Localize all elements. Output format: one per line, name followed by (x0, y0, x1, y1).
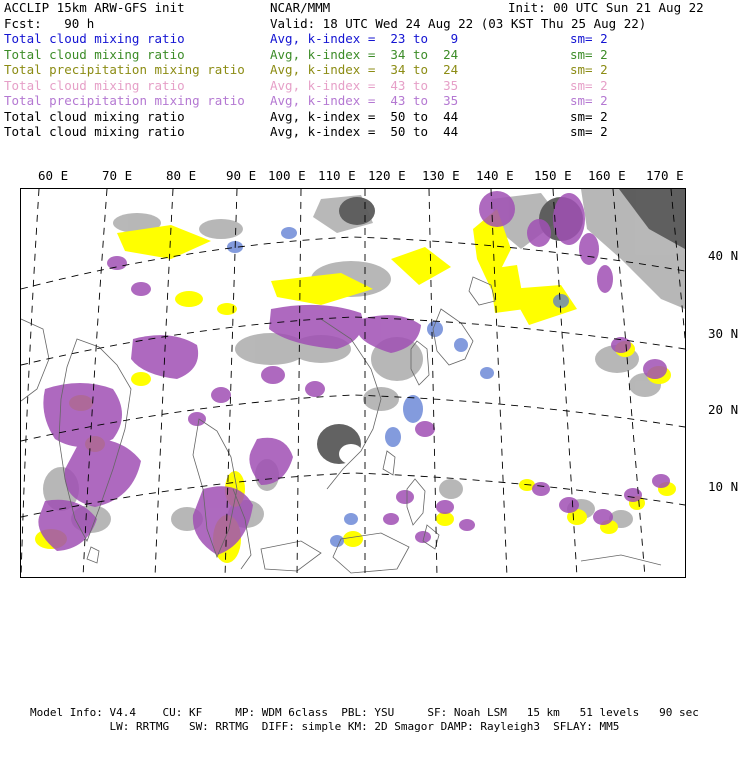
latitude-axis-labels (686, 186, 740, 578)
lon-tick-10: 160 E (588, 168, 626, 183)
lat-tick-2: 20 N (708, 402, 739, 417)
lon-tick-9: 150 E (534, 168, 572, 183)
header-line-2-smoothing: sm= 2 (570, 31, 608, 46)
header-line-0-center: NCAR/MMM (270, 0, 331, 15)
header-line-2-field: Total cloud mixing ratio (4, 31, 185, 46)
model-info-footer (0, 706, 740, 762)
model-info-line-2: LW: RRTMG SW: RRTMG DIFF: simple KM: 2D Smagor DAMP: Rayleigh3 SFLAY: MM5 (30, 720, 620, 733)
lon-tick-8: 140 E (476, 168, 514, 183)
header-line-4-levels: Avg, k-index = 34 to 24 (270, 62, 459, 77)
header-line (0, 31, 740, 47)
header-line-0-init: Init: 00 UTC Sun 21 Aug 22 (508, 0, 704, 15)
header-line (0, 16, 740, 32)
header-line (0, 109, 740, 125)
header-line (0, 78, 740, 94)
header-line-4-field: Total precipitation mixing ratio (4, 62, 245, 77)
lat-tick-0: 40 N (708, 248, 739, 263)
lon-tick-11: 170 E (646, 168, 684, 183)
header-line-8-field: Total cloud mixing ratio (4, 124, 185, 139)
header-line-5-field: Total cloud mixing ratio (4, 77, 185, 93)
header-line-7-smoothing: sm= 2 (570, 108, 608, 124)
header-line-1-valid: Valid: 18 UTC Wed 24 Aug 22 (03 KST Thu 25 Aug 22) (270, 15, 647, 31)
lon-tick-7: 130 E (422, 168, 460, 183)
header-line-6-levels: Avg, k-index = 43 to 35 (270, 93, 459, 108)
header-line (0, 62, 740, 78)
model-info-line-1: Model Info: V4.4 CU: KF MP: WDM 6class PBL: YSU SF: Noah LSM 15 km 51 levels 90 sec (30, 706, 699, 719)
header-line-0-title: ACCLIP 15km ARW-GFS init (4, 0, 185, 15)
header-line-4-smoothing: sm= 2 (570, 62, 608, 77)
lat-tick-1: 30 N (708, 326, 739, 341)
lon-tick-3: 90 E (226, 168, 257, 183)
header-line-8-smoothing: sm= 2 (570, 124, 608, 139)
lon-tick-6: 120 E (368, 168, 406, 183)
lon-tick-5: 110 E (318, 168, 356, 183)
header-line-2-levels: Avg, k-index = 23 to 9 (270, 31, 459, 46)
lon-tick-0: 60 E (38, 168, 69, 183)
header-line (0, 47, 740, 63)
map-container (18, 168, 739, 598)
header-line (0, 124, 740, 140)
header-line-5-levels: Avg, k-index = 43 to 35 (270, 77, 459, 93)
header-line-7-field: Total cloud mixing ratio (4, 108, 185, 124)
lon-tick-2: 80 E (166, 168, 197, 183)
lon-tick-4: 100 E (268, 168, 306, 183)
map-plot-area (20, 188, 686, 578)
header-line-3-levels: Avg, k-index = 34 to 24 (270, 46, 459, 62)
header-line-6-smoothing: sm= 2 (570, 93, 608, 108)
header-block (0, 0, 740, 140)
header-line-5-smoothing: sm= 2 (570, 77, 608, 93)
longitude-axis-labels (18, 168, 722, 186)
lat-tick-3: 10 N (708, 479, 739, 494)
header-line-8-levels: Avg, k-index = 50 to 44 (270, 124, 459, 139)
header-line-3-field: Total cloud mixing ratio (4, 46, 185, 62)
header-line-6-field: Total precipitation mixing ratio (4, 93, 245, 108)
header-line-3-smoothing: sm= 2 (570, 46, 608, 62)
header-line (0, 0, 740, 16)
header-line-1-fcst: Fcst: 90 h (4, 15, 95, 31)
lon-tick-1: 70 E (102, 168, 133, 183)
header-line-7-levels: Avg, k-index = 50 to 44 (270, 108, 459, 124)
header-line (0, 93, 740, 109)
